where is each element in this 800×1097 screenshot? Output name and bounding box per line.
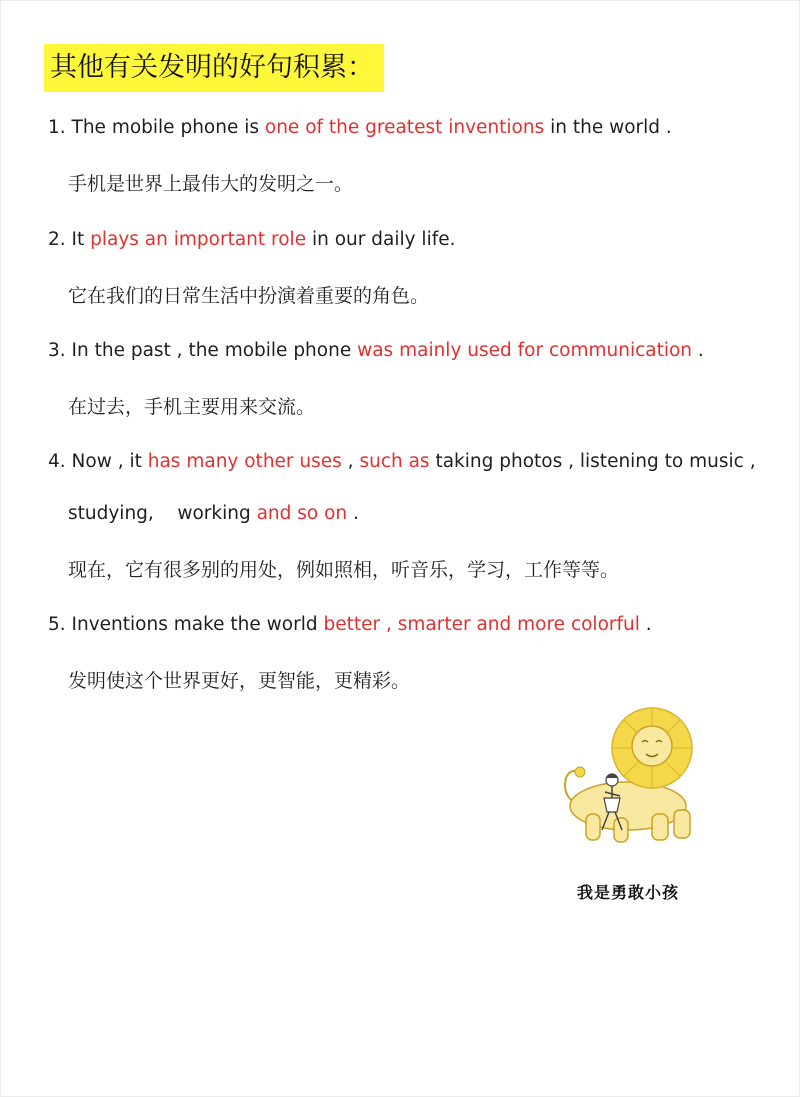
sentence-5-highlight: better , smarter and more colorful — [323, 614, 640, 635]
sentence-2-chinese: 它在我们的日常生活中扮演着重要的角色。 — [68, 285, 430, 307]
sentence-4-cont-text: studying, working — [68, 503, 257, 524]
sentence-2-english — [48, 226, 455, 254]
sentence-4-english — [48, 448, 756, 476]
sentence-4-text-end: taking photos , listening to music , — [429, 451, 756, 472]
sentence-2-text: 2. It — [48, 229, 91, 250]
sentence-3-chinese: 在过去，手机主要用来交流。 — [68, 396, 316, 418]
sentence-5-chinese: 发明使这个世界更好，更智能，更精彩。 — [68, 670, 411, 692]
sentence-2-text-end: in our daily life. — [306, 229, 456, 250]
lion-and-girl-icon — [556, 702, 698, 850]
sentence-3-english — [48, 337, 704, 365]
signature: 我是勇敢小孩 — [577, 883, 680, 902]
sentence-1-chinese: 手机是世界上最伟大的发明之一。 — [68, 173, 354, 195]
sentence-2-highlight: plays an important role — [90, 229, 307, 250]
sentence-1-text: 1. The mobile phone is — [48, 117, 265, 138]
sentence-3-text-end: . — [692, 340, 704, 361]
sentence-5-text: 5. Inventions make the world — [48, 614, 324, 635]
sentence-4-highlight-1: has many other uses — [147, 451, 342, 472]
sentence-1-text-end: in the world . — [544, 117, 672, 138]
sentence-1-highlight: one of the greatest inventions — [264, 117, 545, 138]
sentence-3-highlight: was mainly used for communication — [357, 340, 693, 361]
sentence-4-cont-end: . — [347, 503, 359, 524]
sentence-1-english — [48, 114, 672, 142]
sentence-4-highlight-2: such as — [359, 451, 430, 472]
sentence-4-text: 4. Now , it — [48, 451, 148, 472]
page-title: 其他有关发明的好句积累： — [44, 44, 384, 92]
sentence-3-text: 3. In the past , the mobile phone — [48, 340, 358, 361]
sentence-4-english-continued — [68, 500, 359, 528]
sentence-5-english — [48, 611, 652, 639]
sentence-4-text-mid: , — [341, 451, 360, 472]
sentence-4-cont-highlight: and so on — [256, 503, 348, 524]
sentence-5-text-end: . — [639, 614, 652, 635]
sentence-4-chinese: 现在，它有很多别的用处，例如照相，听音乐，学习，工作等等。 — [68, 559, 620, 581]
